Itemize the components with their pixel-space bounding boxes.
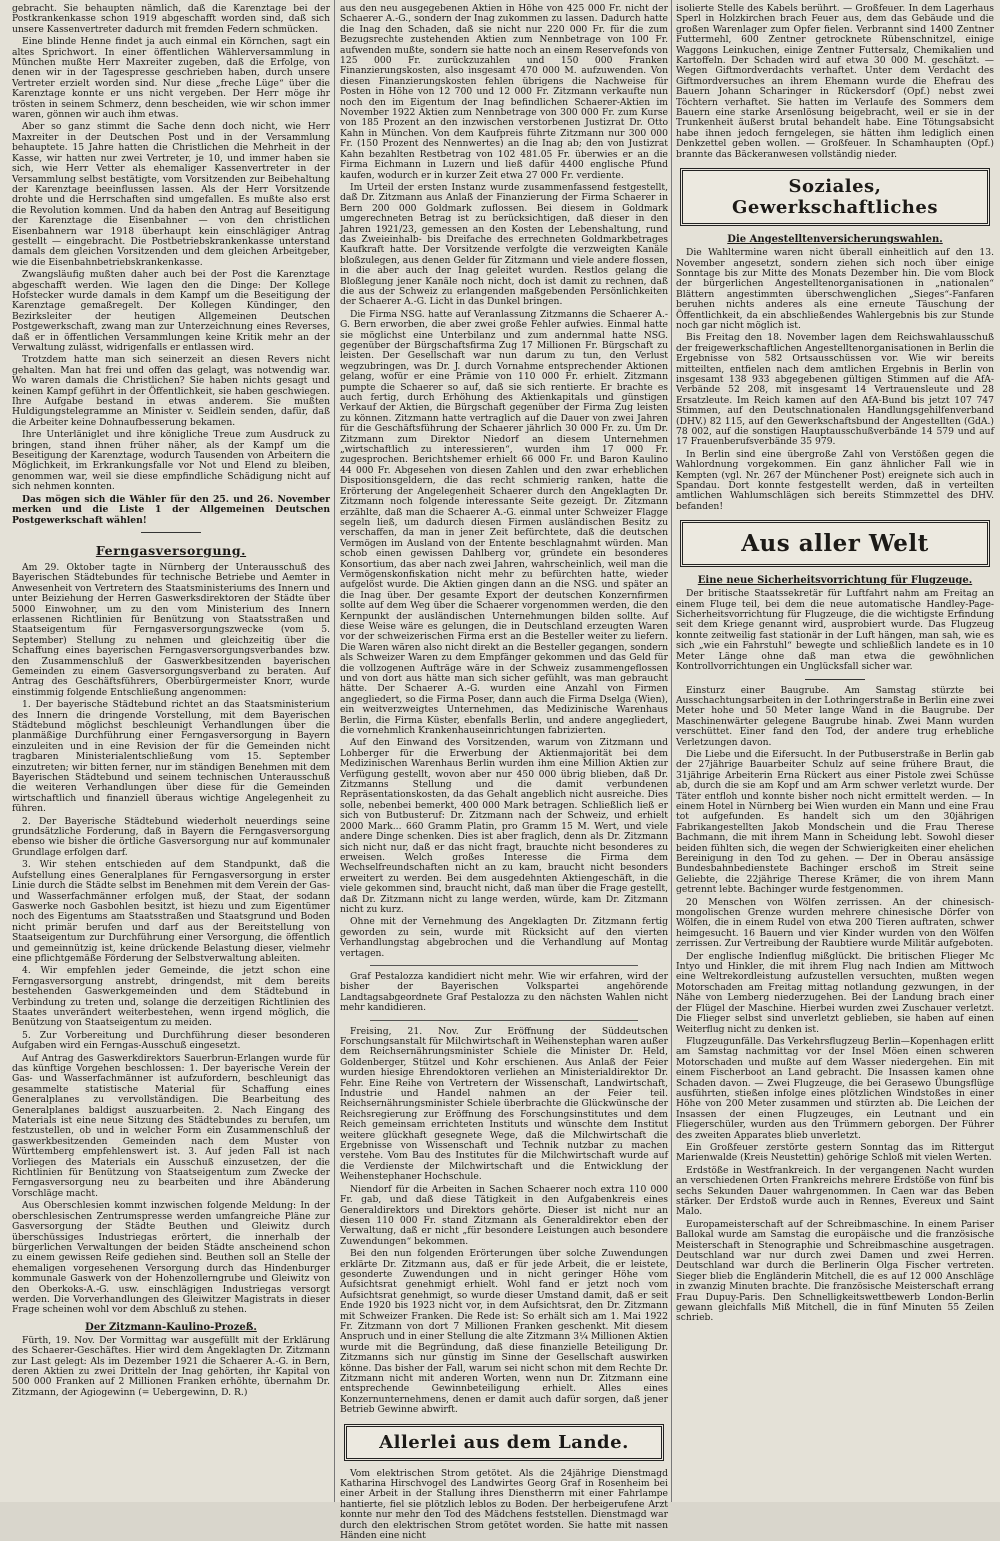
column-left bbox=[12, 4, 330, 1498]
column-middle bbox=[340, 3, 669, 1541]
separator bbox=[805, 679, 865, 680]
paragraph: 1. Der bayerische Städtebund richtet an das Staatsministerium des Innern die dringende Vorstellung, mit dem Bayerischen Städtebund möglichst beschleunigt Verhandlungen über die planmäßige Durchführung einer Ferngasversorgung in Bayern einzuleiten und in eine Revision der für die Gemeinden nicht tragbaren Ministerialentschließung vom 15. September einzutreten; wir bitten ferner, nur im ständigen Benehmen mit dem Bayerischen Städtebund und seinem technischen Unterausschuß die weiteren Verhandlungen über diese für die Gemeinden wirtschaftlich und finanziell überaus wichtige Angelegenheit zu führen. bbox=[12, 699, 330, 815]
paragraph: Bis Freitag den 18. November lagen dem Reichswahlausschuß der freigewerkschaftlichen Angestelltenorganisationen in Berlin die Ergebnisse von 582 Ortsausschüssen vor. Wie wir bereits mitteilten, entfielen nach dem amtlichen Ergebnis in Berlin von insgesamt 138 933 abgegebenen gültigen Stimmen auf die AfA-Verbände 52 208, mit insgesamt 14 Vertrauensleute und 28 Ersatzleute. Im Reich kamen auf den AfA-Bund bis jetzt 107 747 Stimmen, auf den Deutschnationalen Handlungsgehilfenverband (DHV.) 82 115, auf den Gewerkschaftsbund der Angestellten (GdA.) 78 002, auf die sonstigen Hauptausschußverbände 14 579 und auf 17 Frauenberufsverbände 35 979. bbox=[676, 332, 994, 448]
headline-sicherheit: Eine neue Sicherheitsvorrichtung für Flugzeuge. bbox=[697, 575, 973, 587]
section-banner-allerlei: Allerlei aus dem Lande. bbox=[344, 1424, 664, 1461]
paragraph: Niendorf für die Arbeiten in Sachen Schaerer noch extra 110 000 Fr. gab, und daß diese Tätigkeit in den Aufgabenkreis eines Generaldirektors und Direktors gehörte. Dieser ist nicht nur an diesen 110 000 Fr. stand Zitzmann als Generaldirektor eben der Verwaltung, daß er nicht „für besondere Leistungen auch besondere Zuwendungen“ bekommen. bbox=[340, 1183, 668, 1247]
paragraph: Fürth, 19. Nov. Der Vormittag war ausgefüllt mit der Erklärung des Schaerer-Geschäftes. Hier wird dem Angeklagten Dr. Zitzmann zur Last gelegt: Als im Dezember 1921 die Schaerer A.-G. in Bern, deren Aktien zu zwei Dritteln der Inag gehörten, ihr Kapital von 500 000 Franken auf 2 Millionen Franken erhöhte, übernahm Dr. Zitzmann, der Agiogewinn (= Uebergewinn, D. R.) bbox=[12, 1334, 330, 1398]
paragraph: 20 Menschen von Wölfen zerrissen. An der chinesisch-mongolischen Grenze wurden mehrere chinesische Dörfer von Wölfen, die in einem Rudel von etwa 200 Tieren auftraten, schwer heimgesucht. 16 Bauern und vier Kinder wurden von den Wölfen zerrissen. Zur Vertreibung der Raubtiere wurde Militär aufgeboten. bbox=[676, 896, 994, 950]
paragraph: Bei den nun folgenden Erörterungen über solche Zuwendungen erklärte Dr. Zitzmann aus, daß er für jede Arbeit, die er leistete, gesonderte Zuwendungen und in nicht geringer Höhe vom Aufsichtsrat genehmigt erhielt. Wohl fand er jetzt noch vom Aufsichtsrat genehmigt, so wurde dieser Umstand damit, daß er seit Ende 1920 bis 1923 nicht vor, in dem Aufsichtsrat, den Dr. Zitzmann mit Schweizer Franken. Die Rede ist: So erhält sich am 1. Mai 1922 Fr. Zitzmann von dort 7 Millionen Franken geschenkt. Mit diesem Anspruch und in einer Stellung die alte Zitzmann 3¼ Millionen Aktien wurde mit die Begründung, daß diese finanzielle Beteiligung Dr. Zitzmanns sich nur günstig im Sinne der Gesellschaft auswirken könne. Das bisher der Fall, warum sei nicht schon mit dem Rechte Dr. Zitzmann nicht mit anderen Worten, wenn nun Dr. Zitzmann eine entsprechende Gewinnbeteiligung erhielt. Alles eines Konzernunternehmens, denen er damit auch dafür sorgen, daß jener Betrieb Gewinne abwirft. bbox=[340, 1248, 669, 1416]
section-banner-welt: Aus aller Welt bbox=[680, 520, 990, 567]
paragraph: 3. Wir stehen entschieden auf dem Standpunkt, daß die Aufstellung eines Generalplanes für Ferngasversorgung in erster Linie durch die Städte selbst im Benehmen mit dem Verein der Gas- und Wasserfachmänner erfolgen muß, der Staat, der sodann Gaswerke noch Gasbohlen besitzt, ist hiezu und zum Eigentümer noch des Eigentums am Staatsstraßen und Staatsgrund und Boden nicht primär berufen und darf aus der Bereitstellung von Staatseigentum zur Durchführung einer Versorgung, die öffentlich und gemeinnützig ist, keine drückende Belastung dieser, vielmehr eine pflichtgemäße Förderung der Selbstverwaltung ableiten. bbox=[12, 859, 330, 964]
paragraph: gebracht. Sie behaupten nämlich, daß die Karenztage bei der Postkrankenkasse schon 1919 abgeschafft worden sind, daß sich unsere Kassenvertreter dadurch mit fremden Federn schmücken. bbox=[12, 3, 330, 35]
paragraph: Eine blinde Henne findet ja auch einmal ein Körnchen, sagt ein altes Sprichwort. In einer öffentlichen Wählerversammlung in München mußte Herr Maxreiter zugeben, daß die Erfolge, von denen wir in der Tagespresse geschrieben haben, durch unsere Vertreter erzielt worden sind. Nur diese „freche Lüge“ über die Karenztage konnte er uns nicht vergeben. Der Herr möge ihr trösten in seinem Schmerz, denn bescheiden, wie wir schon immer waren, gönnen wir auch ihm etwas. bbox=[12, 36, 330, 121]
paragraph: Die Liebe und die Eifersucht. In der Putbuserstraße in Berlin gab der 27jährige Bauarbeiter Schulz auf seine frühere Braut, die 31jährige Arbeiterin Erna Rückert aus einer Pistole zwei Schüsse ab, durch die sie am Kopf und am Arm schwer verletzt wurde. Der Täter entfloh und konnte bisher noch nicht ermittelt werden. — In einem Hotel in Nürnberg bei Wien wurden ein Mann und eine Frau tot aufgefunden. Es handelt sich um den 30jährigen Fabrikangestellten Jakob Mondschein und die Frau Therese Bachmann, die mit ihrem Mann in Scheidung lebt. Sowohl dieser beiden fühlten sich, die wegen der Schwierigkeiten einer ehelichen Bereinigung in den Tod zu gehen. — Der in Oberau ansässige Bundesbahnbedienstete Bachinger erschoß im Streit seine Geliebte, die 22jährige Therese Krämer, die von ihrem Mann getrennt lebte. Bachinger wurde festgenommen. bbox=[676, 748, 994, 896]
paragraph: Einsturz einer Baugrube. Am Samstag stürzte bei Ausschachtungsarbeiten in der Lothringerstraße in Berlin eine zwei Meter hohe und 50 Meter lange Wand in die Baugrube. Der Maschinenwärter gelegene Baugrube hinab. Zwei Mann wurden verschüttet. Einer fand den Tod, der andere trug erhebliche Verletzungen davon. bbox=[676, 684, 994, 748]
paragraph: Der britische Staatssekretär für Luftfahrt nahm am Freitag an einem Fluge teil, bei dem die neue automatische Handley-Page-Sicherheitsvorrichtung für Flugzeuge, die die wichtigste Erfindung seit dem Kriege genannt wird, ausprobiert wurde. Das Flugzeug konnte zeitweilig fast stationär in der Luft hängen, man sah, wie es sich „wie ein Fahrstuhl“ bewegte und schließlich landete es in 10 Meter Länge ohne daß man etwa die gewöhnlichen Kontrollvorrichtungen ein Unglücksfall sicher war. bbox=[676, 588, 994, 673]
paragraph: Aber so ganz stimmt die Sache denn doch nicht, wie Herr Maxreiter in der Deutschen Post und in der Versammlung behauptete. 15 Jahre hatten die Christlichen die Mehrheit in der Kasse, wir hatten nur zwei Vertreter, je 10, und immer haben sie sich, wie Herr Vetter als ehemaliger Kassenvertreter in der Versammlung selbst bestätigte, vom Vorsitzenden zur Beibehaltung der Karenztage beeinflussen lassen. Als der Herr Vorsitzende drohte und die Herrschaften sind umgefallen. Es mußte also erst die Revolution kommen. Und da haben den Antrag auf Beseitigung der Karenztage die Eisenbahner — von den christlichen Eisenbahnern war 1918 überhaupt kein einschlägiger Antrag gestellt — eingebracht. Die Postbetriebskrankenkasse unterstand damals dem gleichen Vorsitzenden und dem gleichen Arbeitgeber, wie die Eisenbahnbetriebskrankenkasse. bbox=[12, 121, 330, 268]
paragraph: Am 29. Oktober tagte in Nürnberg der Unterausschuß des Bayerischen Städtebundes für technische Betriebe und Aemter in Anwesenheit von Vertretern des Staatsministeriums des Innern und unter Beiziehung der Herren Gaswerksdirektoren der Städte über 5000 Einwohner, um zu den vom Ministerium des Innern erlassenen Richtlinien für Benützung von Staatsstraßen und Staatseigentum für Ferngasversorgungszwecke (vom 5. September) Stellung zu nehmen und gleichzeitig über die Schaffung eines bayerischen Ferngasversorgungsverbandes bzw. den Zusammenschluß der Gaswerkbesitzenden bayerischen Gemeinden zu einem Gasversorgungsverband zu beraten. Auf Antrag des Geschäftsführers, Oberbürgermeister Knorr, wurde einstimmig folgende Entschließung angenommen: bbox=[12, 561, 330, 698]
paragraph: Trotzdem hatte man sich seinerzeit an diesen Revers nicht gehalten. Man hat frei und offen das gelagt, was notwendig war. Wo waren damals die Christlichen? Sie haben nichts gesagt und keinen Kampf geführt in der Öffentlichkeit, sie haben geschwiegen. Ihre Aufgabe bestand in etwas anderem. Sie mußten Huldigungstelegramme an Minister v. Seidlein senden, dafür, daß die Arbeiter keine Dohnaufbesserung bekamen. bbox=[12, 354, 330, 428]
paragraph: Die Wahltermine waren nicht überall einheitlich auf den 13. November angesetzt, sondern ziehen sich noch über einige Sonntage bis zur Mitte des Monats Dezember hin. Die vom Block der bürgerlichen Angestelltenorganisationen in „nationalen“ Blättern angestimmten überschwenglichen „Sieges“-Fanfaren beruhen nichts anderes als eine erneute Täuschung der Öffentlichkeit, da ein abschließendes Wahlergebnis bis zur Stunde noch gar nicht möglich ist. bbox=[676, 247, 994, 331]
column-rule bbox=[334, 0, 335, 1502]
paragraph: isolierte Stelle des Kabels berührt. — Großfeuer. In dem Lagerhaus Sperl in Holzkirchen brach Feuer aus, dem das Gebäude und die großen Warenlager zum Opfer fielen. Verbrannt sind 1400 Zentner Futtermehl, 600 Zentner getrocknete Rübenschnitzel, einige Waggons Leinkuchen, einige Zentner Futtersalz, Chemikalien und Kartoffeln. Der Schaden wird auf etwa 30 000 M. geschätzt. — Wegen Giftmordverdachts verhaftet. Unter dem Verdacht des Giftmordversuches an ihrem Ehemann wurde die Ehefrau des Bauern Johann Scharinger in Rückersdorf (Opf.) nebst zwei Töchtern verhaftet. Sie hatten im Verlaufe des Sommers dem Bauern eine starke Arsenlösung beigebracht, weil er sie in der Trunkenheit äußerst brutal behandelt habe. Eine Tötungsabsicht habe ihnen jedoch ferngelegen, sie hätten ihm lediglich einen Denkzettel geben wollen. — Großfeuer. In Schamhaupten (Opf.) brannte das Bäckeranwesen vollständig nieder. bbox=[676, 3, 994, 160]
paragraph: Graf Pestalozza kandidiert nicht mehr. Wie wir erfahren, wird der bisher der Bayerischen Volkspartei angehörende Landtagsabgeordnete Graf Pestalozza zu den nächsten Wahlen nicht mehr kandidieren. bbox=[340, 970, 668, 1014]
paragraph: Im Urteil der ersten Instanz wurde zusammenfassend festgestellt, daß Dr. Zitzmann aus Anlaß der Finanzierung der Firma Schaerer in Bern 200 000 Goldmark zuflossen. Bei diesem in Goldmark umgerechneten Betrag ist zu berücksichtigen, daß dieser in den Jahren 1921/23, gemessen an den Kosten der Lebenshaltung, rund das Zweieinhalb- bis Dreifache des errechneten Goldmarkbetrages Kaufkraft hatte. Der Vorsitzende verfolgte die verzweigten Kanäle bloßzulegen, aus denen Gelder für Zitzmann und viele andere flossen, in die aber auch der Inag geleitet wurden. Restlos gelang die Bloßlegung jener Kanäle noch nicht, doch ist damit zu rechnen, daß die aus der Schweiz zu erlangenden maßgebenden Persönlichkeiten der Schaerer A.-G. Licht in das Dunkel bringen. bbox=[340, 181, 668, 308]
paragraph: Flugzeugunfälle. Das Verkehrsflugzeug Berlin—Kopenhagen erlitt am Samstag nachmittag vor der Insel Möen einen schweren Motorschaden und mußte auf dem Wasser niedergehen. Ein mit einem Fischerboot an Land gebracht. Die Insassen kamen ohne Schaden davon. — Zwei Flugzeuge, die bei Gerasewo Übungsflüge ausführten, stießen infolge eines plötzlichen Windstoßes in einer Höhe von 200 Meter zusammen und stürzten ab. Die Leichen der Insassen der einen Flugzeuges, ein Leutnant und ein Fliegerschüler, wurden aus den Trümmern geborgen. Der Führer des zweiten Apparates blieb unverletzt. bbox=[676, 1035, 994, 1141]
paragraph: Die Firma NSG. hatte auf Veranlassung Zitzmanns die Schaerer A.-G. Bern erworben, die aber zwei große Fehler aufwies. Einmal hatte sie möglichst eine Unterbilanz und zum andernmal hatte NSG. gegenüber der Bürgschaftsfirma Zug 17 Millionen Fr. Bürgschaft zu leisten. Der Gesellschaft war nun darum zu tun, den Verlust wegzubringen, was Dr. J. durch Vornahme entsprechender Aktionen gelang, wofür er eine Prämie von 110 000 Fr. erhielt. Zitzmann pumpte die Schaerer so auf, daß sie sich rentierte. Er brachte es auch fertig, durch Erhöhung des Aktienkapitals und günstigen Verkauf der Aktien, die Bürgschaft gegenüber der Firma Zug leisten zu können. Zitzmann hatte vertraglich auf die Dauer von zwei Jahren für die Geschäftsführung der Schaerer jährlich 30 000 Fr. zu. Um Dr. Zitzmann zum Direktor Niedorf an diesem Unternehmen „wirtschaftlich zu interessieren“, wurden ihm 17 000 Fr. zugesprochen. Berichtshemer erhielt 66 000 Fr. und Baron Kaulino 44 000 Fr. Abgesehen von diesen Zahlen und den zwar erheblichen Dispositionsgeldern, die das recht schmierig ranken, hatte die Erörterung der Angelegenheit Schaerer durch den Angeklagten Dr. Zitzmann noch folgende interessante Seite gezeigt. Dr. Zitzmann erzählte, daß man die Schaerer A.-G. einmal unter Schweizer Flagge segeln ließ, um dadurch diesen Firmen ausländischen Besitz zu verschaffen, da man in jener Zeit befürchtete, daß die deutschen Vermögen im Ausland von der Entente beschlagnahmt würden. Man schob einen gewissen Dahlberg vor, gründete ein besonderes Konsortium, das aber nach zwei Jahren, wahrscheinlich, weil man die Vermögenskonfiskation nicht mehr zu befürchten hatte, wieder aufgelöst wurde. Die Aktien gingen dann an die NSG. und später an die Inag über. Der gesamte Export der deutschen Konzernfirmen sollte auf dem Weg über die Schaerer vorgenommen werden, die den Kernpunkt der ausländischen Unternehmungen bilden sollte. Auf diese Weise wäre es gelungen, die in Deutschland erzeugten Waren vor der schweizerischen Firma erst an die Besteller weiter zu liefern. Die Waren wären also nicht direkt an die Besteller gegangen, sondern als Schweizer Waren zu dem Empfänger gekommen und das Geld für die vollzogenen Aufträge wäre in der Schweiz zusammengeflossen und von dort aus hätte man sich sicher gefühlt, was man gebraucht hätte. Der Schaerer A.-G. wurden eine Anzahl von Firmen angegliedert, so die Firma Poser, dann auch die Firma Dselga (Wien), ein weitverzweigtes Unternehmen, das Medizinische Warenhaus Berlin, die Firma Küster, ebenfalls Berlin, und andere angegliedert, die vornehmlich Krankenhauseinrichtungen fabrizierten. bbox=[340, 308, 669, 737]
paragraph: Europameisterschaft auf der Schreibmaschine. In einem Pariser Ballokal wurde am Samstag die europäische und die französische Meisterschaft in Stenographie und Schreibmaschine ausgetragen. Deutschland war nur durch zwei Damen und zwei Herren. Deutschland war durch die Berlinerin Olga Fischer vertreten. Sieger blieb die Engländerin Mitchell, die es auf 12 000 Anschläge in zwanzig Minuten brachte. Die französische Meisterschaft errang Frau Dupuy-Paris. Den Schnelligkeitswettbewerb London-Berlin gewann gleichfalls Miß Mitchell, die in fünf Minuten 55 Zeilen schrieb. bbox=[676, 1218, 994, 1324]
headline-angestellten: Die Angestelltenversicherungswahlen. bbox=[727, 234, 943, 246]
paragraph: Ohne mit der Vernehmung des Angeklagten Dr. Zitzmann fertig geworden zu sein, wurde mit Rücksicht auf den vierten Verhandlungstag abgebrochen und die Verhandlung auf Montag vertagen. bbox=[340, 916, 668, 959]
paragraph: Ihre Unterläniglet und ihre königliche Treue zum Ausdruck zu bringen, stand ihnen früher näher, als der Kampf um die Beseitigung der Karenztage, wodurch Tausenden von Arbeitern die Möglichkeit, im Erkrankungsfalle vor Not und Elend zu bleiben, genommen war, weil sie diese empfindliche Schädigung nicht auf sich nehmen konnten. bbox=[12, 429, 330, 493]
paragraph: Ein Großfeuer zerstörte gestern Sonntag das im Rittergut Marienwalde (Kreis Neustettin) gehörige Schloß mit vielen Werten. bbox=[676, 1141, 994, 1164]
paragraph: aus den neu ausgegebenen Aktien in Höhe von 425 000 Fr. nicht der Schaerer A.-G., sondern der Inag zukommen zu lassen. Dadurch hatte die Inag den Schaden, daß sie nicht nur 220 000 Fr. für die zum Bezugsrechte zustehenden Aktien zum Nennbetrage von 100 Fr. aufwenden mußte, sondern sie hatte noch an einem Reservefonds von 125 000 Fr. zurückzuzahlen und 150 000 Franken Finanzierungskosten, also insgesamt 470 000 M. aufzuwenden. Von diesen Finanzierungskosten fehlen übrigens die Nachweise für Posten in Höhe von 12 700 und 12 000 Fr. Zitzmann verkaufte nun noch den im Eigentum der Inag befindlichen Schaerer-Aktien im November 1922 Aktien zum Nennbetrage von 300 000 Fr. zum Kurse von 185 Prozent an den inzwischen verstorbenen Justizrat Dr. Otto Kahn in München. Von dem Kaufpreis führte Zitzmann nur 300 000 Fr. (150 Prozent des Nennwertes) an die Inag ab; den von Justizrat Kahn bezahlten Restbetrag von 102 481.05 Fr. überwies er an die Firma Eichmann in Luzern und ließ dafür 4400 englische Pfund kaufen, wodurch er in kurzer Zeit etwa 27 000 Fr. verdiente. bbox=[340, 3, 668, 181]
separator bbox=[370, 1020, 638, 1021]
paragraph: Aus Oberschlesien kommt inzwischen folgende Meldung: In der oberschlesischen Zentrumspresse werden umfangreiche Pläne zur Gasversorgung der Städte Beuthen und Gleiwitz durch überschüssiges Industriegas erörtert, die innerhalb der bürgerlichen Verwaltungen der beiden Städte anscheinend schon zu einem gewissen Reife gediehen sind. Beuthen soll an Stelle der ehemaligen vorgesehenen Versorgung durch das Hindenburger kommunale Gaswerk von der Hohenzollerngrube und Gleiwitz von den Oberkoks-A.-G. usw. einschlägigen Industriegas versorgt werden. Die Vorverhandlungen des Gleiwitzer Magistrats in dieser Frage scheinen wohl vor dem Abschluß zu stehen. bbox=[12, 1200, 330, 1316]
paragraph: Zwangsläufig mußten daher auch bei der Post die Karenztage abgeschafft werden. Wie lagen den die Dinge: Der Kollege Hofstecker wurde damals in dem Kampf um die Beseitigung der Karenztage gemaßregelt. Der Kollegen Kündinger, den Bezirksleiter der heutigen Allgemeinen Deutschen Postgewerkschaft, zwang man zur Unterzeichnung eines Reverses, daß er in öffentlichen Versammlungen keine Kritik mehr an der Verwaltung zulässt, widrigenfalls er entlassen wird. bbox=[12, 269, 330, 353]
paragraph: Auf Antrag des Gaswerkdirektors Sauerbrun-Erlangen wurde für das künftige Vorgehen beschlossen: 1. Der bayerische Verein der Gas- und Wasserfachmänner ist aufzufordern, beschleunigt das gesammelte statistische Material für Schaffung eines Generalplanes zu vervollständigen. Die Bearbeitung des Generalplanes baldigst auszuarbeiten. 2. Nach Eingang des Materials ist eine neue Sitzung des Städtebundes zu berufen, um festzustellen, ob und in welcher Form ein Zusammenschluß der gaswerkbesitzenden Gemeinden nach dem Muster von Württemberg empfehlenswert ist. 3. Auf jeden Fall ist nach Vorliegen des Materials ein Ausschuß einzusetzen, der die Richtlinien für Benützung von Staatseigentum zum Zwecke der Ferngasversorgung neu zu bearbeiten und ihre Abänderung Vorschläge macht. bbox=[12, 1052, 330, 1199]
paragraph-bold: Das mögen sich die Wähler für den 25. und 26. November merken und die Liste 1 der Allgemeinen Deutschen Postgewerkschaft wählen! bbox=[12, 493, 330, 526]
paragraph: In Berlin sind eine übergroße Zahl von Verstößen gegen die Wahlordnung vorgekommen. Ein ganz ähnlicher Fall wie in Kempten (vgl. Nr. 267 der Münchener Post) ereignete sich auch in Spandau. Dort konnte festgestellt werden, daß in verteilten amtlichen Wahlumschlägen sich bereits Stimmzettel des DHV. befanden! bbox=[676, 448, 994, 512]
paragraph: Der englische Indienflug mißglückt. Die britischen Flieger Mc Intyo und Hinkler, die mit ihrem Flug nach Indien am Mittwoch eine Weltrekordleistung aufzustellen versuchten, mußten wegen Motorschaden am Freitag mittag notlandung gezwungen, in der Nähe von Lemberg niederzugehen. Bei der Landung brach einer der Flügel der Maschine. Hierbei wurden zwei Zuschauer verletzt. Die Flieger selbst sind unverletzt geblieben, sie haben auf einen Weiterflug nicht zu denken ist. bbox=[676, 950, 994, 1035]
headline-ferngasversorgung: Ferngasversorgung. bbox=[95, 542, 247, 558]
column-right bbox=[676, 4, 994, 1498]
section-banner-soziales: Soziales, Gewerkschaftliches bbox=[680, 168, 990, 226]
separator bbox=[141, 532, 201, 533]
paragraph: 2. Der Bayerische Städtebund wiederholt neuerdings seine grundsätzliche Forderung, daß in Bayern die Ferngasversorgung ebenso wie bisher die örtliche Gasversorgung nur auf kommunaler Grundlage erfolgen darf. bbox=[12, 815, 330, 858]
paragraph: Freising, 21. Nov. Zur Eröffnung der Süddeutschen Forschungsanstalt für Milchwirtschaft in Weihenstephan waren außer dem Reichsernährungsminister Schiele die Minister Dr. Held, Goldenberger, Stützel und Kohr erschienen. Aus Anlaß der Feier wurden hiesige Ehrendoktoren verliehen an Ministerialdirektor Dr. Fehr. Eine Reihe von Vertretern der Wissenschaft, Landwirtschaft, Industrie und Handel nahmen an der Feier teil. Reichsernährungsminister Schiele überbrachte die Glückwünsche der Reichsregierung zur Eröffnung des Forschungsinstitutes und dem Reich gemeinsam errichteten Instituts und wünschte dem Institut weitere glückhaft gesegnete Wege, daß die Milchwirtschaft die Ergebnisse von Wissenschaft und Technik nutzbar zu machen verstehe. Vom Bau des Institutes für die Milchwirtschaft wurde auf die Verdienste der Milchwirtschaft und die Entwicklung der Weihenstephaner Hochschule. bbox=[340, 1025, 668, 1183]
paragraph: Vom elektrischen Strom getötet. Als die 24jährige Dienstmagd Katharina Hirschvogel des Landwirtes Georg Graf in Rosenheim bei einer Arbeit in der Stallung ihres Dienstherrn mit einer Fahrlampe hantierte, fiel sie plötzlich leblos zu Boden. Der herbeigerufene Arzt konnte nur mehr den Tod des Mädchens feststellen. Dienstmagd war durch den elektrischen Strom getötet worden. Sie hatte mit nassen Händen eine nicht bbox=[340, 1467, 668, 1541]
separator bbox=[370, 965, 638, 966]
column-rule bbox=[671, 0, 672, 1502]
paragraph: 5. Zur Vorbereitung und Durchführung dieser besonderen Aufgaben wird ein Ferngas-Ausschuß eingesetzt. bbox=[12, 1029, 330, 1052]
paragraph: 4. Wir empfehlen jeder Gemeinde, die jetzt schon eine Ferngasversorgung anstrebt, dringendst, mit dem bereits bestehenden Gaswerkgemeinden und dem Städtebund in Verbindung zu treten und, solange die derzeitigen Richtlinien des Staates unverändert weiterbestehen, wenn irgend möglich, die Benützung von Staatseigentum zu meiden. bbox=[12, 965, 330, 1029]
paragraph: Erdstöße in Westfrankreich. In der vergangenen Nacht wurden an verschiedenen Orten Frankreichs mehrere Erdstöße von fünf bis sechs Sekunden Dauer wahrgenommen. In Caen war das Beben stärker. Der Erdstoß wurde auch in Rennes, Evereux und Saint Malo. bbox=[676, 1164, 994, 1218]
paragraph: Auf den Einwand des Vorsitzenden, warum von Zitzmann und Lohberger für die Erwerbung der Aktienmajorität bei dem Medizinischen Warenhaus Berlin wurden ihm eine Million Aktien zur Verfügung gestellt, wovon aber nur 450 000 übrig blieben, daß Dr. Zitzmanns Stellung und die damit verbundenen Repräsentationskosten, da das Gehalt angeblich nicht ausreiche. Dies solle, nebenbei bemerkt, 400 000 Mark betragen. Schließlich ließ er sich von Butbusteruf: Dr. Zitzmann nach der Schweiz, und erhielt 2000 Mark... 660 Gramm Platin, pro Gramm 15 M. Wert, und viele andere Dinge schenken. Dies ist aber fraglich, denn als Dr. Zitzmann sich nicht nur, daß er das nicht fragt, brauchte nicht besonderes zu erweisen. Welch großes Interesse die Firma dem Wechselfreundschaften nicht an zu kam, braucht nicht besonders erweitert zu werden. Bei dem ausgedehnten Aktiengeschäft, in die viele gekommen sind, braucht nicht, daß man über die Frage gestellt, daß Dr. Zitzmann nicht zu lange werden, würde, kam Dr. Zitzmann nicht zu kurz. bbox=[340, 737, 668, 915]
headline-prozess: Der Zitzmann-Kaulino-Prozeß. bbox=[85, 1321, 257, 1333]
